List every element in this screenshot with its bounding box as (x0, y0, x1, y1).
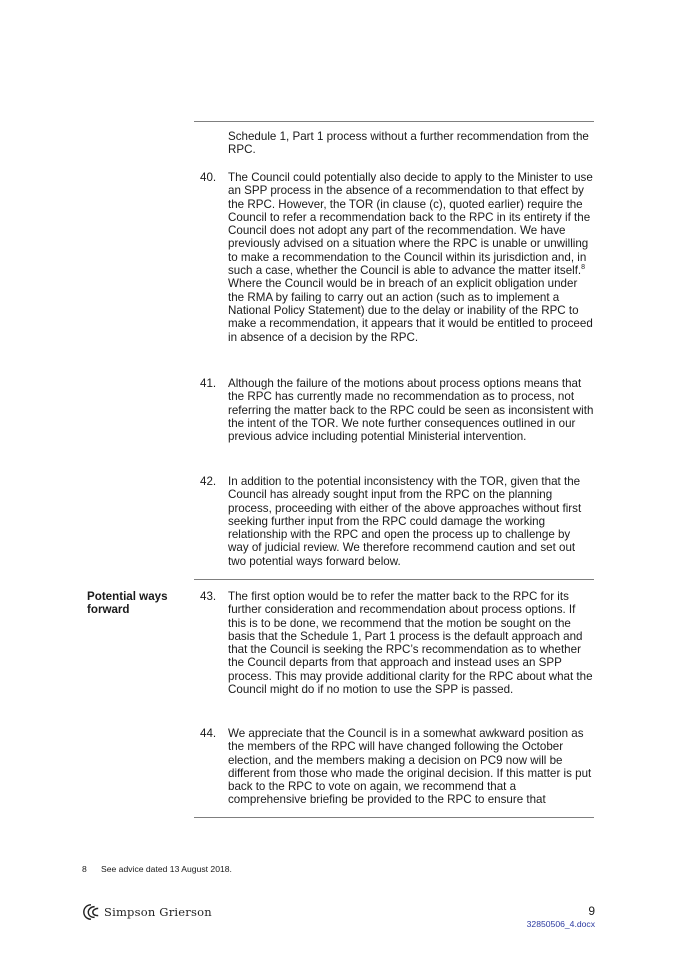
paragraph-number: 42. (200, 475, 217, 488)
document-reference: 32850506_4.docx (526, 919, 595, 929)
paragraph-text: The Council could potentially also decide to apply to the Minister to use an SPP process in the absence of a recommendation to that effect by the RPC. However, the TOR (in clause (c), quoted earlier) require the Council to refer a recommendation back to the RPC in its entirety if the Council does not adopt any part of the recommendation. We have previously advised on a situation where the RPC is unable or unwilling to make a recommendation to the Council within its jurisdiction and, in such a case, whether the Council is able to advance the matter itself. (228, 171, 593, 278)
paragraph-number: 43. (200, 590, 217, 603)
logo-text: Simpson Grierson (104, 905, 212, 919)
continuation-text: Schedule 1, Part 1 process without a further recommendation from the RPC. (228, 130, 589, 157)
footnote-number: 8 (82, 864, 87, 874)
page-number: 9 (588, 904, 595, 918)
footnote-reference[interactable]: 8 (581, 264, 586, 272)
paragraph-number: 44. (200, 727, 217, 740)
footnote-text: See advice dated 13 August 2018. (101, 864, 232, 874)
bottom-rule (194, 817, 594, 818)
paragraph-body: We appreciate that the Council is in a somewhat awkward position as the members of the RPC will have changed following the October election, and the members making a decision on PC9 now will be different from those who made the original decision. If this matter is put back to the RPC to vote on again, we recommend that a comprehensive briefing be provided to the RPC to ensure that (228, 727, 592, 807)
logo-mark-icon (82, 903, 100, 921)
paragraph-body: Although the failure of the motions about process options means that the RPC has currently made no recommendation as to process, not referring the matter back to the RPC could be seen as inconsistent with the intent of the TOR. We note further consequences outlined in our previous advice including potential Ministerial intervention. (228, 377, 594, 444)
paragraph-body: In addition to the potential inconsistency with the TOR, given that the Council has already sought input from the RPC on the planning process, proceeding with either of the above approaches without first seeking further input from the RPC could damage the working relationship with the RPC and open the process up to challenge by way of judicial review. We therefore recommend caution and set out two potential ways forward below. (228, 475, 582, 568)
paragraph-body (228, 171, 594, 344)
top-rule (194, 121, 594, 122)
section-rule (194, 579, 594, 580)
paragraph-number: 41. (200, 377, 217, 390)
firm-logo (82, 903, 212, 921)
paragraph-body: The first option would be to refer the matter back to the RPC for its further consideration and recommendation about process options. If this is to be done, we recommend that the motion be sought on the basis that the Schedule 1, Part 1 process is the default approach and that the Council is seeking the RPC’s recommendation as to whether the Council departs from that approach and instead uses an SPP process. This may provide additional clarity for the RPC about what the Council might do if no motion to use the SPP is passed. (228, 590, 593, 697)
section-heading: Potential ways forward (87, 590, 168, 617)
paragraph-number: 40. (200, 171, 217, 184)
paragraph-text-continued: Where the Council would be in breach of an explicit obligation under the RMA by failing to carry out an action (such as to implement a National Policy Statement) due to the delay or inability of the RPC to make a recommendation, it appears that it would be entitled to proceed in absence of a decision by the RPC. (228, 277, 593, 344)
